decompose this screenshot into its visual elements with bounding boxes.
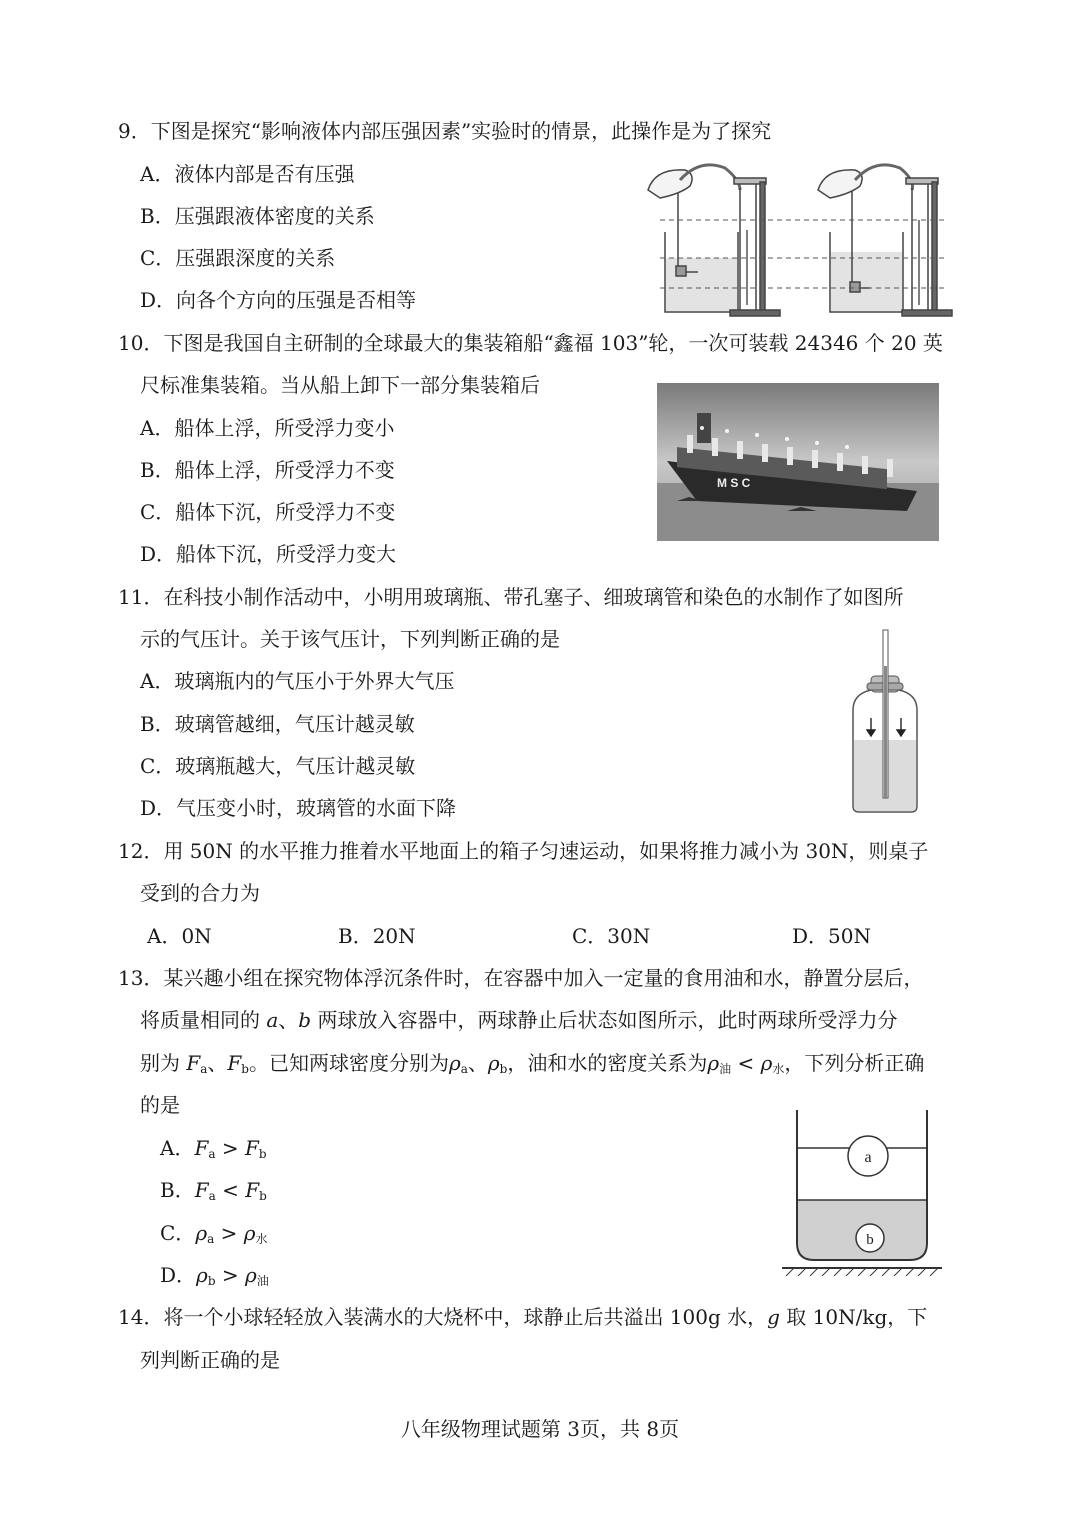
ball-b-label: b — [866, 1232, 874, 1248]
q10-option-d: D．船体下沉，所受浮力变大 — [140, 542, 397, 566]
q9-option-d: D．向各个方向的压强是否相等 — [140, 288, 417, 312]
pressure-experiment-figure — [630, 160, 975, 318]
q13-option-d: D．$\rho_b > \rho_油$ — [160, 1263, 269, 1288]
q11-stem-line2: 示的气压计。关于该气压计，下列判断正确的是 — [140, 627, 560, 651]
q13-stem-line3: 别为 $F_a$、$F_b$。已知两球密度分别为$\rho_a$、$\rho_b$，油和水的密度关系为$\rho_油 < \rho_水$，下列分析正确 — [140, 1051, 925, 1076]
q10-stem-line2: 尺标准集装箱。当从船上卸下一部分集装箱后 — [140, 373, 540, 397]
q9-stem: 9．下图是探究“影响液体内部压强因素”实验时的情景，此操作是为了探究 — [118, 119, 772, 143]
q12-stem-line2: 受到的合力为 — [140, 881, 260, 905]
q13-option-a: A．$F_a > F_b$ — [160, 1136, 267, 1161]
q13-stem-line2: 将质量相同的 a、b 两球放入容器中，两球静止后状态如图所示，此时两球所受浮力分 — [140, 1008, 898, 1032]
container-ship-photo — [657, 383, 939, 541]
q13-option-c: C．$\rho_a > \rho_水$ — [160, 1221, 268, 1246]
ship-hull-text: M S C — [717, 476, 751, 490]
q13-stem-line4: 的是 — [140, 1093, 180, 1117]
q14-stem-line2: 列判断正确的是 — [140, 1348, 280, 1372]
q10-option-a: A．船体上浮，所受浮力变小 — [140, 416, 395, 440]
q11-option-c: C．玻璃瓶越大，气压计越灵敏 — [140, 754, 416, 778]
q10-option-b: B．船体上浮，所受浮力不变 — [140, 458, 395, 482]
q13-stem-line1: 13．某兴趣小组在探究物体浮沉条件时，在容器中加入一定量的食用油和水，静置分层后， — [118, 966, 924, 990]
q12-stem-line1: 12．用 50N 的水平推力推着水平地面上的箱子匀速运动，如果将推力减小为 30N，则桌子 — [118, 839, 929, 863]
q11-stem-line1: 11．在科技小制作活动中，小明用玻璃瓶、带孔塞子、细玻璃管和染色的水制作了如图所 — [118, 585, 904, 609]
q12-option-b: B．20N — [338, 924, 416, 948]
q12-option-d: D．50N — [792, 924, 871, 948]
page-footer: 八年级物理试题第 3页，共 8页 — [400, 1417, 680, 1441]
q11-option-b: B．玻璃管越细，气压计越灵敏 — [140, 712, 415, 736]
q12-option-a: A．0N — [147, 924, 212, 948]
q9-option-b: B．压强跟液体密度的关系 — [140, 204, 375, 228]
barometer-bottle-figure — [845, 628, 925, 816]
q10-option-c: C．船体下沉，所受浮力不变 — [140, 500, 396, 524]
q9-option-a: A．液体内部是否有压强 — [140, 162, 355, 186]
oil-water-container-figure — [782, 1108, 942, 1276]
q11-option-a: A．玻璃瓶内的气压小于外界大气压 — [140, 669, 455, 693]
q10-stem-line1: 10．下图是我国自主研制的全球最大的集装箱船“鑫福 103”轮，一次可装载 24346 个 20 英 — [118, 331, 943, 355]
q12-option-c: C．30N — [572, 924, 651, 948]
q13-option-b: B．$F_a < F_b$ — [160, 1178, 267, 1203]
ball-a-label: a — [864, 1149, 872, 1166]
q11-option-d: D．气压变小时，玻璃管的水面下降 — [140, 796, 457, 820]
q9-option-c: C．压强跟深度的关系 — [140, 246, 336, 270]
q14-stem-line1: 14．将一个小球轻轻放入装满水的大烧杯中，球静止后共溢出 100g 水，g 取 10N/kg，下 — [118, 1305, 928, 1329]
